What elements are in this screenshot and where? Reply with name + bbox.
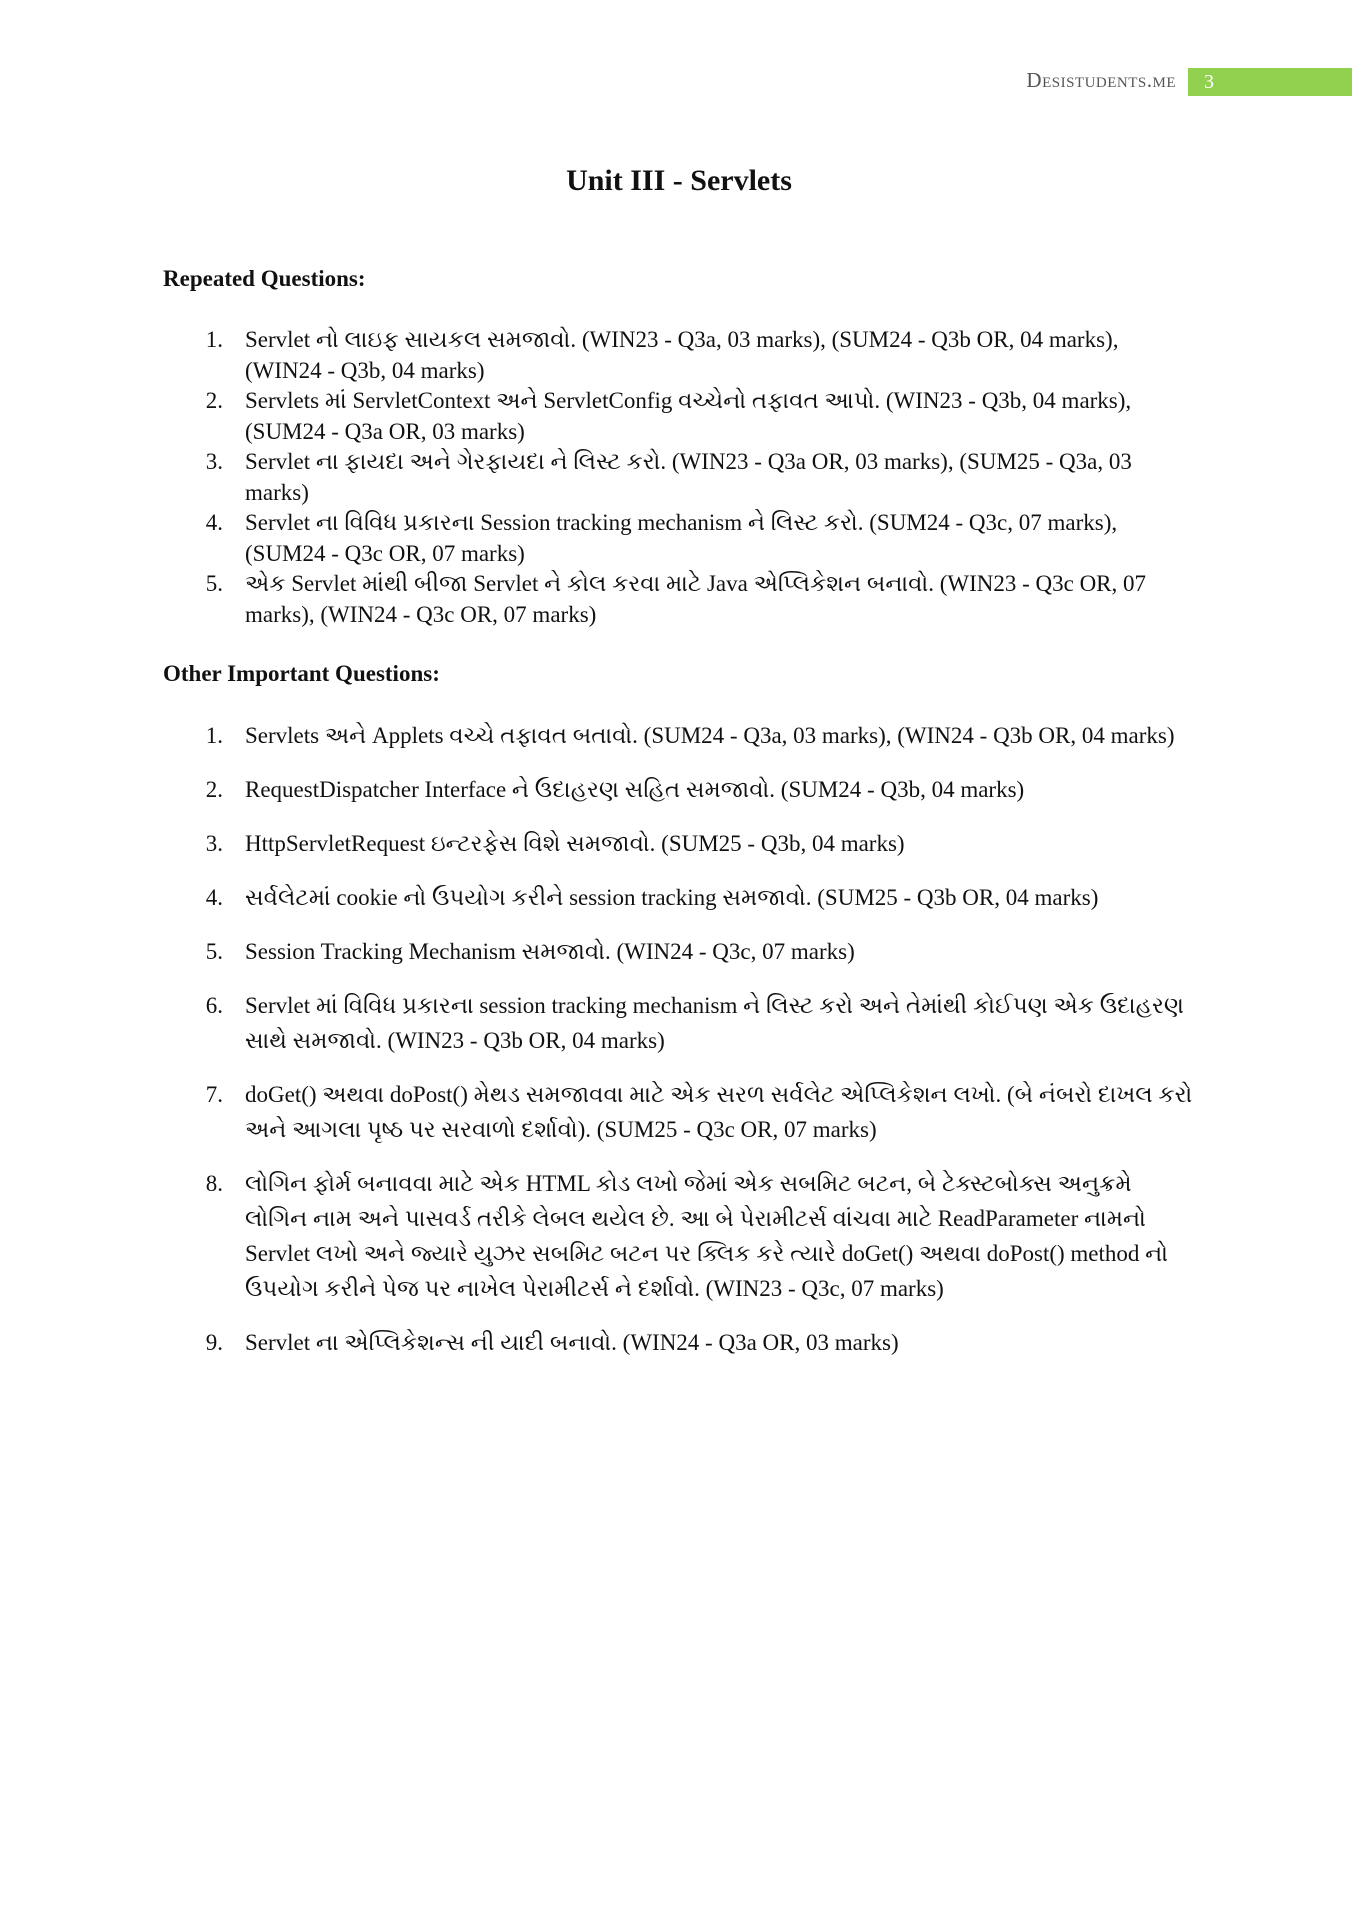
item-number: 1. bbox=[205, 723, 223, 748]
question-text: HttpServletRequest ઇન્ટરફેસ વિશે સમજાવો. (SUM25 - Q3b, 04 marks) bbox=[245, 831, 905, 856]
site-name: Desistudents.me bbox=[1026, 68, 1176, 92]
question-text: Servlets માં ServletContext અને ServletConfig વચ્ચેનો તફાવત આપો. (WIN23 - Q3b, 04 marks), (SUM24 - Q3a OR, 03 marks) bbox=[245, 388, 1132, 444]
item-number: 4. bbox=[205, 885, 223, 910]
question-text: Servlets અને Applets વચ્ચે તફાવત બતાવો. (SUM24 - Q3a, 03 marks), (WIN24 - Q3b OR, 04 marks) bbox=[245, 723, 1175, 748]
question-text: Servlet ના ફાયદા અને ગેરફાયદા ને લિસ્ટ કરો. (WIN23 - Q3a OR, 03 marks), (SUM25 - Q3a, 03 marks) bbox=[245, 449, 1132, 505]
item-number: 5. bbox=[205, 571, 223, 596]
list-item bbox=[163, 1325, 1193, 1360]
question-text: RequestDispatcher Interface ને ઉદાહરણ સહિત સમજાવો. (SUM24 - Q3b, 04 marks) bbox=[245, 777, 1025, 802]
list-item bbox=[163, 880, 1193, 915]
item-number: 1. bbox=[205, 327, 223, 352]
item-number: 2. bbox=[205, 777, 223, 802]
list-item bbox=[163, 772, 1193, 807]
item-number: 8. bbox=[205, 1171, 223, 1196]
question-text: Servlet ના વિવિધ પ્રકારના Session tracking mechanism ને લિસ્ટ કરો. (SUM24 - Q3c, 07 marks), (SUM24 - Q3c OR, 07 marks) bbox=[245, 510, 1118, 566]
question-text: doGet() અથવા doPost() મેથડ સમજાવવા માટે એક સરળ સર્વલેટ એપ્લિકેશન લખો. (બે નંબરો દાખલ કરો અને આગલા પૃષ્ઠ પર સરવાળો દર્શાવો). (SUM25 - Q3c OR, 07 marks) bbox=[245, 1082, 1193, 1142]
list-item bbox=[163, 718, 1193, 753]
item-number: 6. bbox=[205, 993, 223, 1018]
list-item bbox=[163, 325, 1193, 386]
list-item bbox=[163, 569, 1193, 630]
question-text: એક Servlet માંથી બીજા Servlet ને કોલ કરવા માટે Java એપ્લિકેશન બનાવો. (WIN23 - Q3c OR, 07 marks), (WIN24 - Q3c OR, 07 marks) bbox=[245, 571, 1147, 627]
list-item bbox=[163, 934, 1193, 969]
item-number: 2. bbox=[205, 388, 223, 413]
other-heading: Other Important Questions: bbox=[163, 661, 440, 686]
page-title: Unit III - Servlets bbox=[566, 164, 792, 197]
question-text: લોગિન ફોર્મ બનાવવા માટે એક HTML કોડ લખો જેમાં એક સબમિટ બટન, બે ટેક્સ્ટબોક્સ અનુક્રમે લોગિન નામ અને પાસવર્ડ તરીકે લેબલ થયેલ છે. આ બે પેરામીટર્સ વાંચવા માટે ReadParameter નામનો Servlet લખો અને જ્યારે યુઝર સબમિટ બટન પર ક્લિક કરે ત્યારે doGet() અથવા doPost() method નો ઉપયોગ કરીને પેજ પર નાખેલ પેરામીટર્સ ને દર્શાવો. (WIN23 - Q3c, 07 marks) bbox=[245, 1171, 1169, 1301]
list-item bbox=[163, 988, 1193, 1058]
list-item bbox=[163, 508, 1193, 569]
question-text: Session Tracking Mechanism સમજાવો. (WIN24 - Q3c, 07 marks) bbox=[245, 939, 855, 964]
item-number: 9. bbox=[205, 1330, 223, 1355]
question-text: Servlet નો લાઇફ સાયકલ સમજાવો. (WIN23 - Q3a, 03 marks), (SUM24 - Q3b OR, 04 marks), (WIN24 - Q3b, 04 marks) bbox=[245, 327, 1119, 383]
question-text: સર્વલેટમાં cookie નો ઉપયોગ કરીને session tracking સમજાવો. (SUM25 - Q3b OR, 04 marks) bbox=[245, 885, 1099, 910]
list-item bbox=[163, 447, 1193, 508]
repeated-heading: Repeated Questions: bbox=[163, 266, 366, 291]
item-number: 4. bbox=[205, 510, 223, 535]
list-item bbox=[163, 1166, 1193, 1306]
page-number: 3 bbox=[1188, 68, 1352, 96]
other-questions-list bbox=[163, 718, 1193, 1379]
item-number: 3. bbox=[205, 831, 223, 856]
list-item bbox=[163, 386, 1193, 447]
question-text: Servlet ના એપ્લિકેશન્સ ની યાદી બનાવો. (WIN24 - Q3a OR, 03 marks) bbox=[245, 1330, 899, 1355]
item-number: 5. bbox=[205, 939, 223, 964]
item-number: 3. bbox=[205, 449, 223, 474]
repeated-questions-list bbox=[163, 325, 1193, 630]
list-item bbox=[163, 1077, 1193, 1147]
list-item bbox=[163, 826, 1193, 861]
question-text: Servlet માં વિવિધ પ્રકારના session tracking mechanism ને લિસ્ટ કરો અને તેમાંથી કોઈપણ એક ઉદાહરણ સાથે સમજાવો. (WIN23 - Q3b OR, 04 marks) bbox=[245, 993, 1184, 1053]
item-number: 7. bbox=[205, 1082, 223, 1107]
